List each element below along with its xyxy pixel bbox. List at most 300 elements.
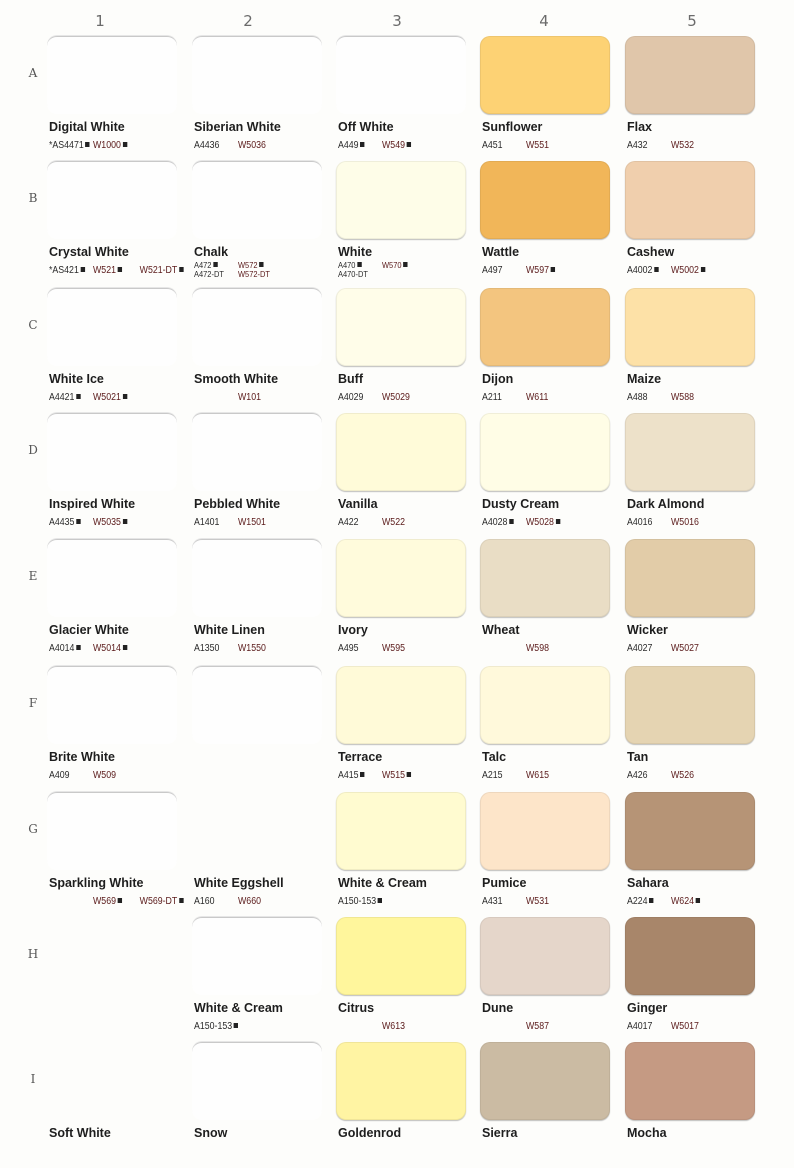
product-code-text: A4014 (49, 643, 75, 654)
color-swatch (192, 288, 322, 366)
color-swatch (336, 161, 466, 239)
product-code (194, 270, 224, 278)
product-code-text: W515 (382, 770, 405, 781)
color-name: Cashew (627, 245, 675, 259)
product-code-text: A150-153 (194, 1021, 233, 1032)
product-code-text: W595 (382, 643, 405, 654)
stock-marker-icon (360, 772, 364, 777)
color-cell (625, 539, 765, 665)
product-code (526, 1021, 549, 1032)
product-code-text: W5035 (93, 517, 121, 528)
color-swatch (336, 539, 466, 617)
product-code (338, 643, 359, 654)
color-swatch (625, 666, 755, 744)
color-name: White (338, 245, 373, 259)
product-code (627, 1021, 652, 1032)
color-name: White & Cream (194, 1001, 283, 1015)
product-code-text: W101 (238, 392, 261, 403)
color-swatch (480, 161, 610, 239)
row-label: D (28, 443, 38, 457)
color-swatch (480, 413, 610, 491)
stock-marker-icon (701, 267, 705, 272)
product-code (482, 140, 503, 151)
color-swatch (192, 36, 322, 114)
product-code (238, 270, 270, 278)
product-code (526, 392, 548, 403)
stock-marker-icon (360, 142, 364, 147)
product-code-text: W5016 (671, 517, 699, 528)
product-code-text: W5028 (526, 517, 554, 528)
product-code (194, 261, 218, 269)
product-code (238, 392, 261, 403)
color-name: Pumice (482, 876, 527, 890)
product-code (338, 896, 382, 907)
product-code (93, 392, 127, 403)
product-code (338, 392, 363, 403)
stock-marker-icon (234, 1023, 238, 1028)
product-code (482, 265, 503, 276)
color-swatch (336, 413, 466, 491)
product-code-text: A472 (194, 260, 212, 270)
color-cell (192, 413, 332, 539)
color-name: Soft White (49, 1126, 111, 1140)
color-swatch (625, 792, 755, 870)
row-label: E (28, 569, 38, 583)
color-swatch (625, 413, 755, 491)
color-cell (480, 917, 620, 1043)
color-cell (192, 666, 332, 792)
color-swatch (480, 1042, 610, 1120)
color-swatch (336, 792, 466, 870)
product-code (526, 896, 549, 907)
product-code-text: W569-DT (139, 896, 178, 907)
color-cell (192, 36, 332, 162)
color-swatch (480, 666, 610, 744)
color-cell (336, 792, 476, 918)
product-code-text: A451 (482, 140, 503, 151)
product-code (93, 265, 122, 276)
product-code (526, 265, 555, 276)
color-name: Brite White (49, 750, 115, 764)
product-code (671, 517, 699, 528)
row-label: I (30, 1072, 36, 1086)
color-cell (480, 161, 620, 287)
product-code-text: A4027 (627, 643, 653, 654)
stock-marker-icon (118, 267, 122, 272)
color-name: Citrus (338, 1001, 375, 1015)
product-code (482, 392, 502, 403)
stock-marker-icon (509, 519, 513, 524)
product-code-text: W588 (671, 392, 694, 403)
product-code (526, 140, 549, 151)
product-code (338, 770, 365, 781)
product-code (49, 517, 81, 528)
color-name: Siberian White (194, 120, 281, 134)
product-code-text: W624 (671, 896, 694, 907)
color-name: Tan (627, 750, 649, 764)
color-swatch (47, 666, 177, 744)
color-cell (47, 161, 187, 287)
product-code-text: W570 (382, 260, 402, 270)
product-code (382, 140, 411, 151)
product-code (627, 896, 654, 907)
color-name: Goldenrod (338, 1126, 402, 1140)
color-name: Ivory (338, 623, 368, 637)
product-code (526, 770, 549, 781)
color-swatch (480, 917, 610, 995)
product-code-text: W521 (93, 265, 116, 276)
color-swatch (336, 666, 466, 744)
color-cell (625, 288, 765, 414)
product-code (194, 517, 219, 528)
product-code (382, 1021, 405, 1032)
product-code-text: A4028 (482, 517, 508, 528)
product-code-text: A470 (338, 260, 356, 270)
color-swatch (336, 288, 466, 366)
product-code-text: W5027 (671, 643, 699, 654)
stock-marker-icon (696, 898, 700, 903)
color-cell (480, 288, 620, 414)
color-name: White & Cream (338, 876, 427, 890)
product-code-text: A160 (194, 896, 215, 907)
color-swatch (336, 917, 466, 995)
product-code-text: A449 (338, 140, 359, 151)
color-cell (47, 288, 187, 414)
color-name: Digital White (49, 120, 125, 134)
column-number: 2 (243, 12, 253, 30)
product-code-text: W611 (526, 392, 549, 403)
product-code (140, 896, 184, 907)
product-code (93, 896, 122, 907)
color-name: Glacier White (49, 623, 129, 637)
product-code-text: A432 (627, 140, 648, 151)
column-number: 3 (392, 12, 402, 30)
product-code (627, 517, 652, 528)
product-code-text: W549 (382, 140, 405, 151)
color-name: Mocha (627, 1126, 667, 1140)
product-code-text: W598 (526, 643, 549, 654)
stock-marker-icon (213, 262, 217, 267)
color-name: Dusty Cream (482, 497, 560, 511)
product-code (140, 265, 184, 276)
product-code (627, 643, 652, 654)
color-swatch (47, 539, 177, 617)
color-cell (480, 413, 620, 539)
color-swatch (47, 413, 177, 491)
color-name: Wheat (482, 623, 520, 637)
color-swatch (625, 36, 755, 114)
product-code (338, 140, 365, 151)
color-cell (336, 413, 476, 539)
product-code-text: W532 (671, 140, 694, 151)
color-swatch (192, 1042, 322, 1120)
product-code (627, 392, 648, 403)
color-cell (192, 792, 332, 918)
color-name: White Linen (194, 623, 265, 637)
color-swatch (480, 792, 610, 870)
product-code-text: W5021 (93, 392, 121, 403)
color-swatch (625, 161, 755, 239)
color-name: Dune (482, 1001, 514, 1015)
color-cell (47, 1042, 187, 1168)
product-code-text: A215 (482, 770, 503, 781)
product-code (194, 1021, 238, 1032)
product-code-text: W5036 (238, 140, 266, 151)
color-cell (625, 413, 765, 539)
color-name: Pebbled White (194, 497, 281, 511)
color-name: Vanilla (338, 497, 378, 511)
product-code (238, 896, 261, 907)
product-code (338, 517, 359, 528)
product-code (671, 770, 694, 781)
color-cell (47, 666, 187, 792)
product-code (93, 140, 127, 151)
product-code-text: W572-DT (238, 269, 271, 279)
stock-marker-icon (76, 645, 80, 650)
color-cell (192, 1042, 332, 1168)
product-code (382, 770, 411, 781)
product-code-text: W569 (93, 896, 116, 907)
color-name: Wattle (482, 245, 520, 259)
stock-marker-icon (179, 267, 183, 272)
color-cell (336, 288, 476, 414)
color-name: Sparkling White (49, 876, 144, 890)
color-name: Talc (482, 750, 507, 764)
product-code-text: A4421 (49, 392, 75, 403)
color-cell (192, 161, 332, 287)
product-code-text: W5029 (382, 392, 410, 403)
product-code-text: W509 (93, 770, 116, 781)
product-code-text: A497 (482, 265, 503, 276)
product-code (194, 896, 215, 907)
color-name: Flax (627, 120, 653, 134)
color-cell (480, 36, 620, 162)
color-name: Sierra (482, 1126, 518, 1140)
product-code (194, 643, 219, 654)
product-code-text: W5014 (93, 643, 121, 654)
stock-marker-icon (649, 898, 653, 903)
product-code-text: W613 (382, 1021, 405, 1032)
product-code-text: A422 (338, 517, 359, 528)
product-code-text: W1501 (238, 517, 266, 528)
product-code-text: A4435 (49, 517, 75, 528)
product-code-text: A426 (627, 770, 648, 781)
product-code (627, 265, 659, 276)
product-code-text: A1350 (194, 643, 220, 654)
color-cell (480, 539, 620, 665)
stock-marker-icon (407, 142, 411, 147)
stock-marker-icon (123, 645, 127, 650)
color-name: Chalk (194, 245, 229, 259)
product-code-text: A409 (49, 770, 70, 781)
product-code (482, 896, 503, 907)
stock-marker-icon (179, 898, 183, 903)
product-code (627, 140, 648, 151)
color-cell (336, 917, 476, 1043)
product-code-text: A415 (338, 770, 359, 781)
color-name: Terrace (338, 750, 383, 764)
row-label: G (28, 822, 38, 836)
product-code (382, 517, 405, 528)
product-code (627, 770, 648, 781)
product-code-text: A472-DT (194, 269, 224, 279)
product-code (671, 265, 705, 276)
color-name: White Eggshell (194, 876, 284, 890)
color-cell (480, 1042, 620, 1168)
color-name: Smooth White (194, 372, 279, 386)
color-cell (192, 539, 332, 665)
color-swatch (480, 288, 610, 366)
color-swatch (480, 539, 610, 617)
color-swatch (192, 666, 322, 744)
product-code (482, 770, 503, 781)
product-code (382, 643, 405, 654)
product-code-text: W1000 (93, 140, 121, 151)
product-code (338, 261, 362, 269)
color-swatch (336, 1042, 466, 1120)
color-name: Wicker (627, 623, 668, 637)
color-name: Ginger (627, 1001, 668, 1015)
color-name: Off White (338, 120, 394, 134)
stock-marker-icon (123, 394, 127, 399)
product-code-text: W5002 (671, 265, 699, 276)
color-swatch (192, 413, 322, 491)
color-swatch (47, 161, 177, 239)
stock-marker-icon (81, 267, 85, 272)
color-cell (625, 36, 765, 162)
color-cell (192, 288, 332, 414)
color-cell (192, 917, 332, 1043)
product-code (671, 140, 694, 151)
color-cell (336, 161, 476, 287)
product-code-text: A4029 (338, 392, 364, 403)
product-code-text: A150-153 (338, 896, 377, 907)
product-code (49, 770, 70, 781)
product-code-text: W615 (526, 770, 549, 781)
product-code (526, 643, 549, 654)
product-code-text: A495 (338, 643, 359, 654)
color-name: Crystal White (49, 245, 129, 259)
color-name: Dark Almond (627, 497, 705, 511)
row-label: H (27, 947, 39, 961)
color-cell (336, 539, 476, 665)
product-code (49, 140, 90, 151)
color-swatch (47, 36, 177, 114)
color-cell (336, 666, 476, 792)
color-cell (47, 792, 187, 918)
product-code-text: W587 (526, 1021, 549, 1032)
color-swatch (192, 161, 322, 239)
product-code (49, 265, 85, 276)
product-code (526, 517, 560, 528)
product-code-text: A1401 (194, 517, 220, 528)
row-label: F (28, 696, 38, 710)
color-swatch (336, 36, 466, 114)
product-code-text: A211 (482, 392, 502, 403)
product-code-text: *AS4471 (49, 140, 84, 151)
product-code-text: W531 (526, 896, 549, 907)
color-swatch (47, 792, 177, 870)
color-name: Inspired White (49, 497, 136, 511)
color-cell (480, 792, 620, 918)
color-swatch (192, 539, 322, 617)
stock-marker-icon (76, 394, 80, 399)
color-swatch (625, 288, 755, 366)
color-name: Snow (194, 1126, 228, 1140)
product-code-text: W1550 (238, 643, 266, 654)
product-code-text: W572 (238, 260, 258, 270)
color-cell (47, 539, 187, 665)
stock-marker-icon (551, 267, 555, 272)
product-code-text: W522 (382, 517, 405, 528)
product-code (238, 140, 266, 151)
color-cell (336, 1042, 476, 1168)
stock-marker-icon (259, 262, 263, 267)
stock-marker-icon (556, 519, 560, 524)
color-name: Dijon (482, 372, 514, 386)
product-code-text: W521-DT (139, 265, 178, 276)
color-cell (47, 917, 187, 1043)
product-code (93, 770, 116, 781)
product-code (49, 392, 81, 403)
stock-marker-icon (654, 267, 658, 272)
product-code (194, 140, 219, 151)
stock-marker-icon (118, 898, 122, 903)
row-label: A (28, 66, 38, 80)
product-code-text: W5017 (671, 1021, 699, 1032)
product-code-text: A488 (627, 392, 648, 403)
product-code (93, 517, 127, 528)
row-label: B (28, 191, 38, 205)
column-number: 4 (539, 12, 549, 30)
product-code (49, 643, 81, 654)
product-code (238, 261, 264, 269)
color-cell (625, 792, 765, 918)
product-code-text: *AS421 (49, 265, 79, 276)
product-code-text: W551 (526, 140, 549, 151)
color-cell (47, 36, 187, 162)
product-code-text: W660 (238, 896, 261, 907)
product-code-text: A4436 (194, 140, 220, 151)
column-number: 1 (95, 12, 105, 30)
color-cell (625, 161, 765, 287)
color-name: Maize (627, 372, 662, 386)
stock-marker-icon (86, 142, 90, 147)
product-code (338, 270, 368, 278)
color-cell (480, 666, 620, 792)
color-swatch (625, 1042, 755, 1120)
product-code-text: A431 (482, 896, 503, 907)
product-code-text: A4016 (627, 517, 653, 528)
color-swatch (47, 288, 177, 366)
product-code (382, 392, 410, 403)
product-code (93, 643, 127, 654)
stock-marker-icon (378, 898, 382, 903)
product-code-text: A470-DT (338, 269, 368, 279)
stock-marker-icon (403, 262, 407, 267)
product-code-text: A4017 (627, 1021, 653, 1032)
product-code (238, 517, 266, 528)
color-cell (625, 666, 765, 792)
product-code-text: W597 (526, 265, 549, 276)
color-cell (47, 413, 187, 539)
product-code (482, 517, 514, 528)
color-name: Sunflower (482, 120, 543, 134)
stock-marker-icon (357, 262, 361, 267)
product-code-text: A4002 (627, 265, 653, 276)
color-name: Sahara (627, 876, 669, 890)
product-code-text: W526 (671, 770, 694, 781)
